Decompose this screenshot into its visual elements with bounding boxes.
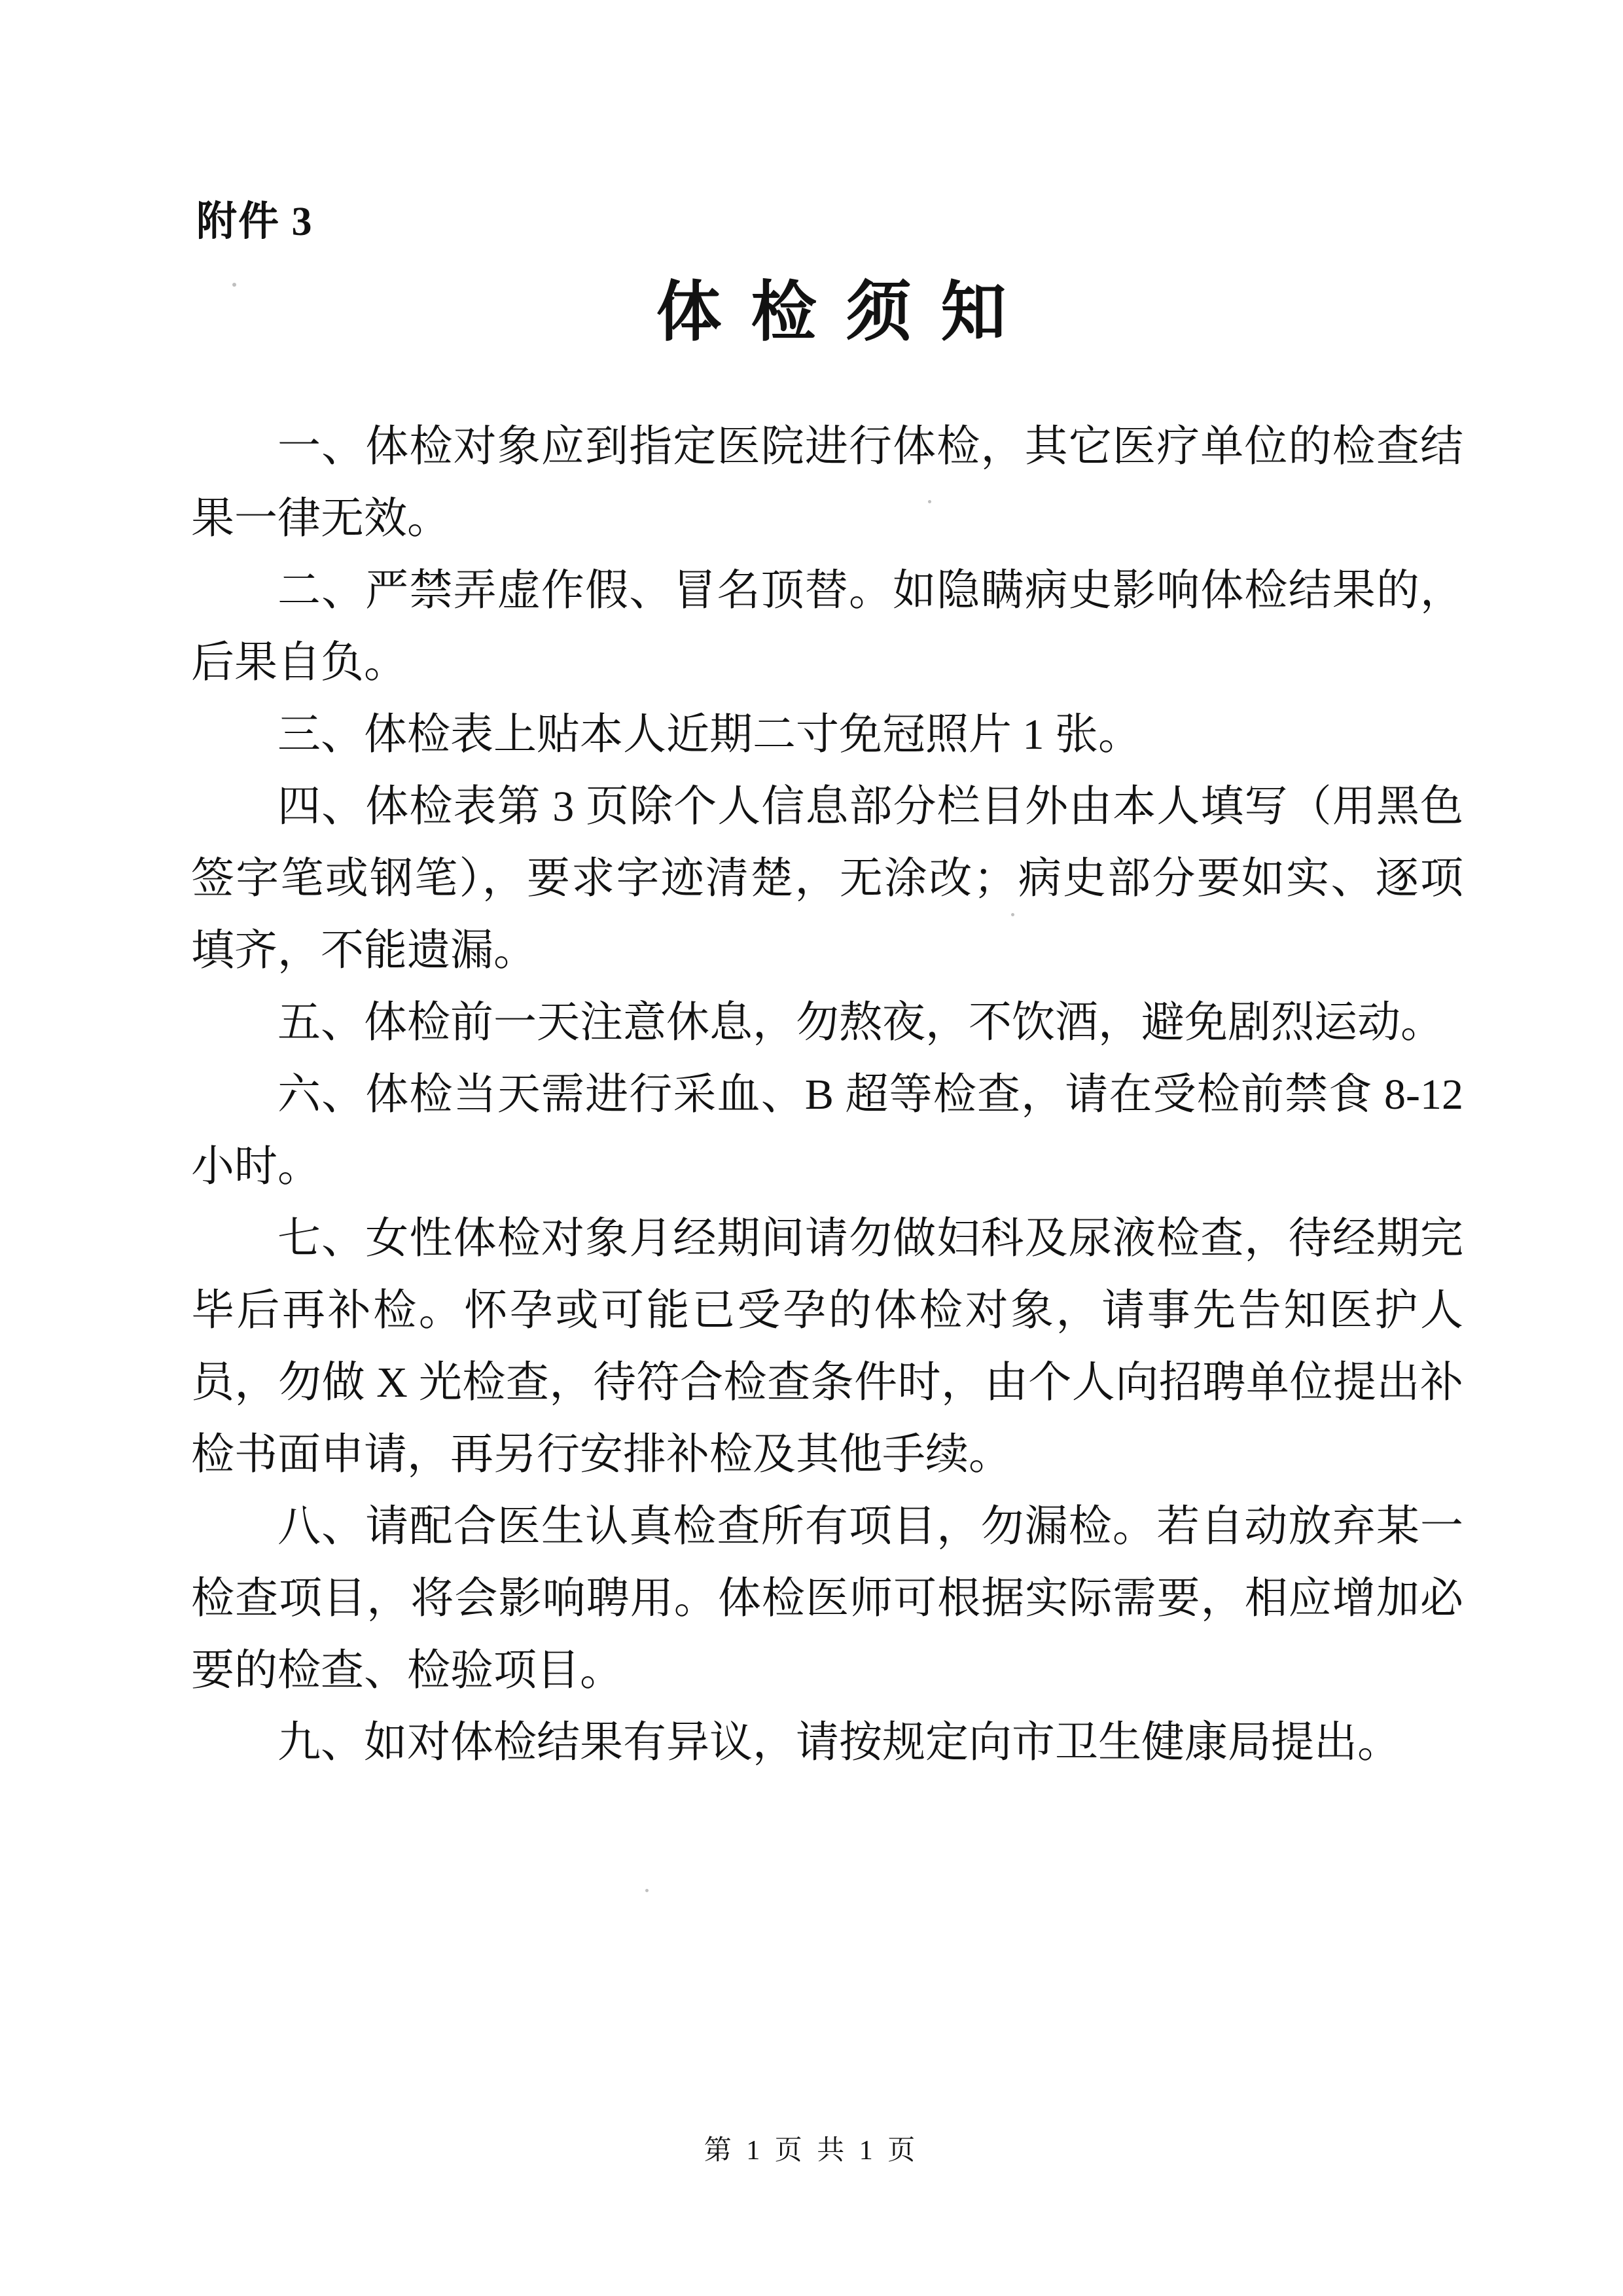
notice-body <box>191 411 1463 1779</box>
paragraph: 六、体检当天需进行采血、B 超等检查，请在受检前禁食 8-12 小时。 <box>191 1071 1463 1191</box>
paragraph: 七、女性体检对象月经期间请勿做妇科及尿液检查，待经期完毕后再补检。怀孕或可能已受孕的体检对象，请事先告知医护人员，勿做 X 光检查，待符合检查条件时，由个人向招聘单位提出补检书面申请，再另行安排补检及其他手续。 <box>191 1215 1463 1479</box>
paragraph: 八、请配合医生认真检查所有项目，勿漏检。若自动放弃某一检查项目，将会影响聘用。体检医师可根据实际需要，相应增加必要的检查、检验项目。 <box>191 1503 1463 1695</box>
paragraph: 五、体检前一天注意休息，勿熬夜，不饮酒，避免剧烈运动。 <box>277 999 1444 1047</box>
scan-speck <box>232 283 236 287</box>
paragraph: 一、体检对象应到指定医院进行体检，其它医疗单位的检查结果一律无效。 <box>191 423 1463 543</box>
paragraph: 三、体检表上贴本人近期二寸免冠照片 1 张。 <box>277 711 1141 759</box>
scan-speck <box>645 1889 649 1892</box>
paragraph: 九、如对体检结果有异议，请按规定向市卫生健康局提出。 <box>277 1719 1400 1767</box>
paragraph: 四、体检表第 3 页除个人信息部分栏目外由本人填写（用黑色签字笔或钢笔），要求字迹清楚，无涂改；病史部分要如实、逐项填齐，不能遗漏。 <box>191 783 1463 975</box>
paragraph: 二、严禁弄虚作假、冒名顶替。如隐瞒病史影响体检结果的，后果自负。 <box>191 567 1463 687</box>
scan-speck <box>928 500 931 503</box>
page-number-footer: 第 1 页 共 1 页 <box>704 2136 919 2166</box>
attachment-label: 附件 3 <box>196 200 313 244</box>
scan-speck <box>1011 913 1014 916</box>
document-title: 体 检 须 知 <box>656 276 1013 349</box>
